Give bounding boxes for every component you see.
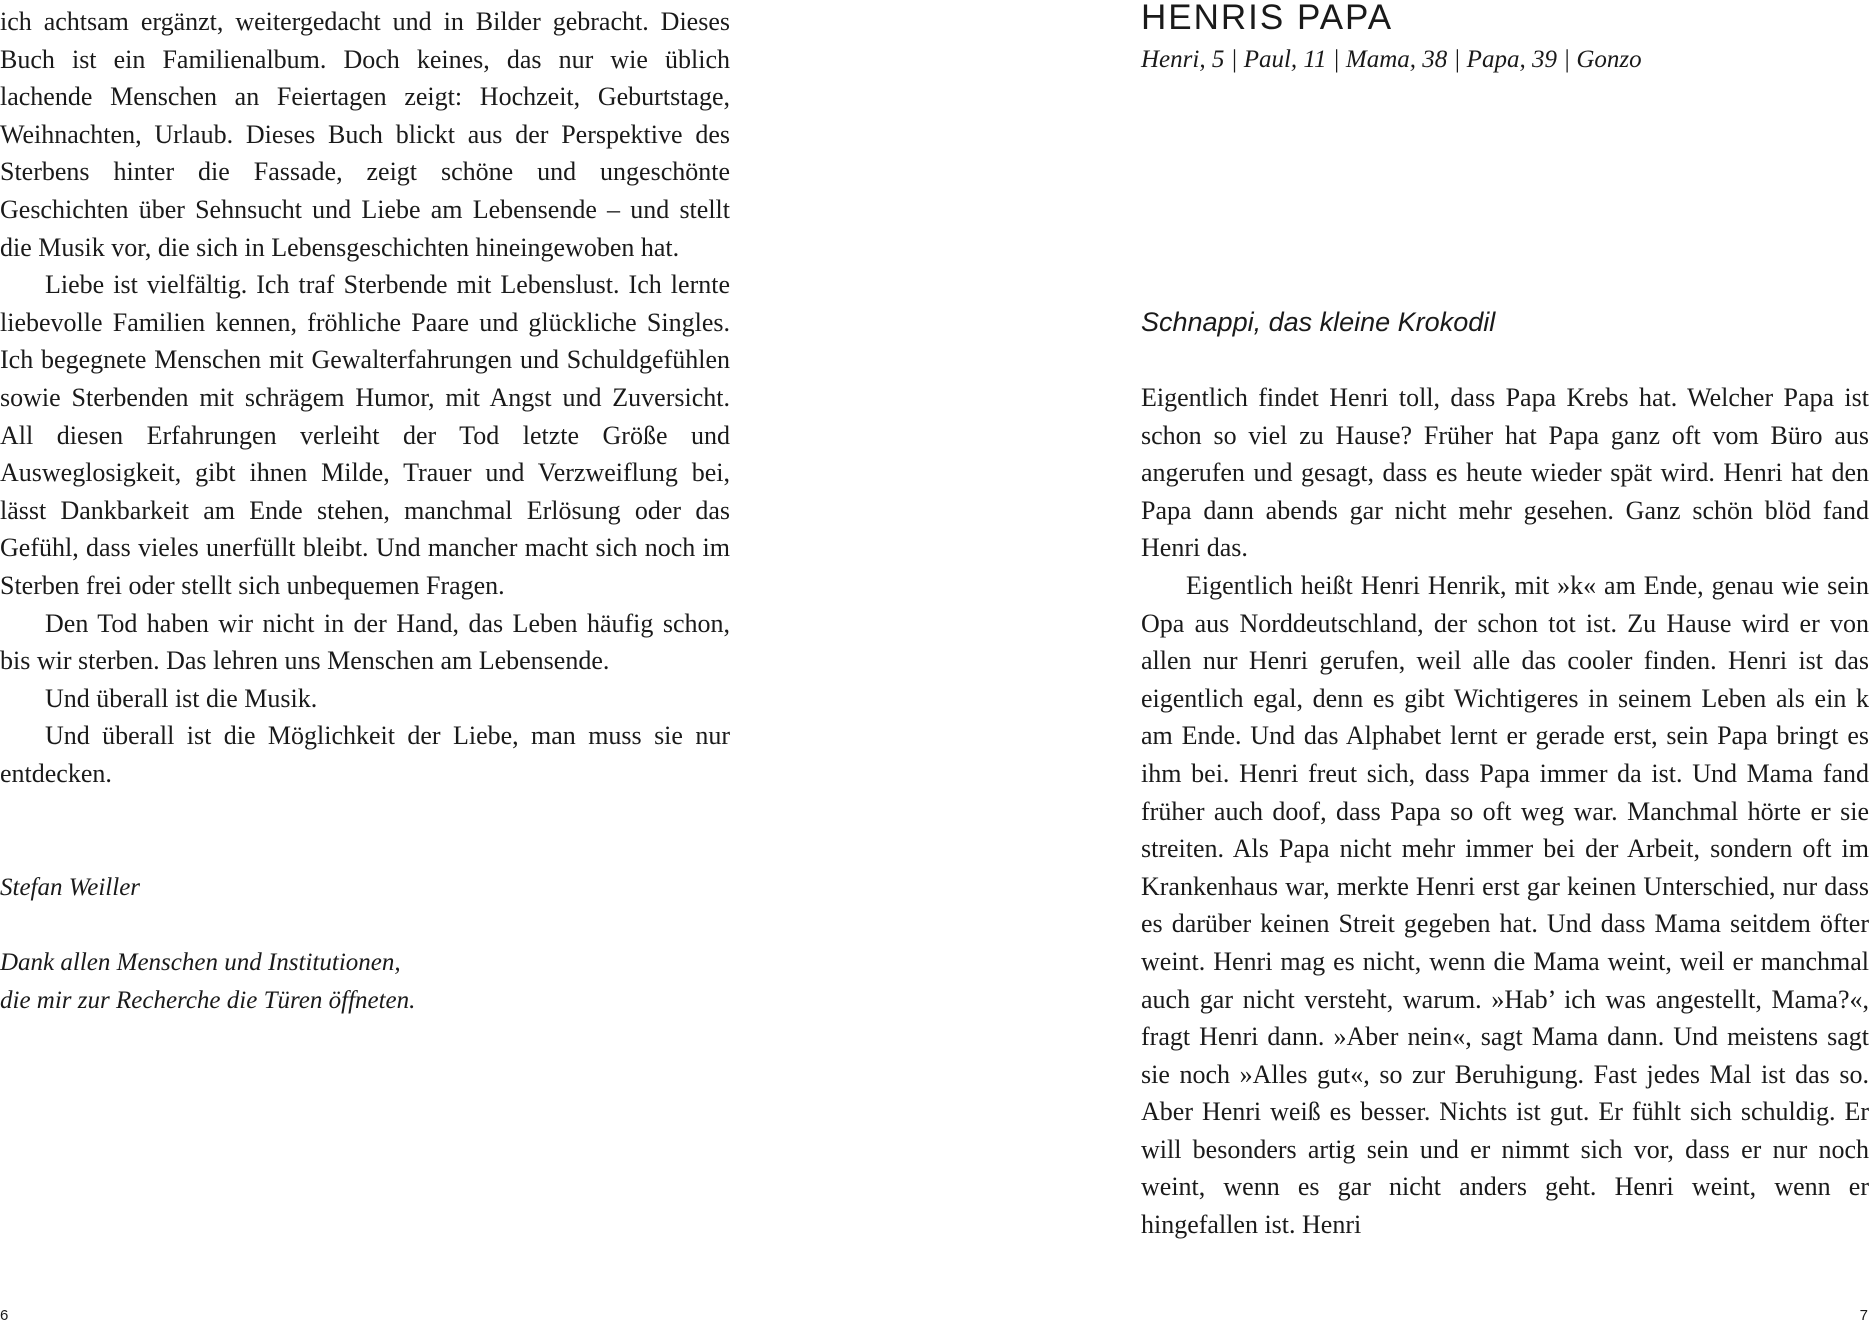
acknowledgement (0, 944, 415, 1019)
left-paragraph-3: Den Tod haben wir nicht in der Hand, das Leben häufig schon, bis wir sterben. Das lehren uns Menschen am Lebensende. (0, 608, 730, 676)
right-page (1141, 0, 1872, 1328)
left-paragraph-2: Liebe ist vielfältig. Ich traf Sterbende mit Lebenslust. Ich lernte liebevolle Familien kennen, fröhliche Paare und glückliche Singles. Ich begegnete Menschen mit Gewalterfahrungen und Schuldgefühlen sowie Sterbenden mit schrägem Humor, mit Angst und Zuversicht. All diesen Erfahrungen verleiht der Tod letzte Größe und Ausweglosigkeit, gibt ihnen Milde, Trauer und Verzweiflung bei, lässt Dankbarkeit am Ende stehen, manchmal Erlösung oder das Gefühl, dass vieles unerfüllt bleibt. Und mancher macht sich noch im Sterben frei oder stellt sich unbequemen Fragen. (0, 270, 730, 600)
left-paragraph-4: Und überall ist die Musik. (45, 683, 318, 713)
right-body-text (1141, 379, 1869, 1244)
left-page (0, 0, 740, 1328)
author-signature: Stefan Weiller (0, 874, 141, 901)
page-number-left: 6 (0, 1307, 9, 1324)
right-paragraph-1: Eigentlich findet Henri toll, dass Papa Krebs hat. Welcher Papa ist schon so viel zu Hause? Früher hat Papa ganz oft vom Büro aus angerufen und gesagt, dass es heute wieder spät wird. Henri hat den Papa dann abends gar nicht mehr gesehen. Ganz schön blöd fand Henri das. (1141, 383, 1869, 563)
character-list: Henri, 5 | Paul, 11 | Mama, 38 | Papa, 39 | Gonzo (1141, 46, 1642, 73)
section-title: Schnappi, das kleine Krokodil (1141, 307, 1496, 337)
left-body-text (0, 3, 730, 792)
acknowledgement-line-2: die mir zur Recherche die Türen öffneten. (0, 986, 416, 1014)
left-paragraph-5: Und überall ist die Möglichkeit der Liebe, man muss sie nur entdecken. (0, 721, 730, 788)
left-paragraph-1: ich achtsam ergänzt, weitergedacht und in Bilder gebracht. Dieses Buch ist ein Familienalbum. Doch keines, das nur wie üblich lachende Menschen an Feiertagen zeigt: Hochzeit, Geburtstage, Weihnachten, Urlaub. Dieses Buch blickt aus der Perspektive des Sterbens hinter die Fassade, zeigt schöne und ungeschönte Geschichten über Sehnsucht und Liebe am Lebensende – und stellt die Musik vor, die sich in Lebensgeschichten hineingewoben hat. (0, 7, 730, 262)
right-paragraph-2: Eigentlich heißt Henri Henrik, mit »k« am Ende, genau wie sein Opa aus Norddeutschland, der schon tot ist. Zu Hause wird er von allen nur Henri gerufen, weil alle das cooler finden. Henri ist das eigentlich egal, denn es gibt Wichtigeres in seinem Leben als ein k am Ende. Und das Alphabet lernt er gerade erst, sein Papa bringt es ihm bei. Henri freut sich, dass Papa immer da ist. Und Mama fand früher auch doof, dass Papa so oft weg war. Manchmal hörte er sie streiten. Als Papa nicht mehr immer bei der Arbeit, sondern oft im Krankenhaus war, merkte Henri erst gar keinen Unterschied, nur dass es darüber keinen Streit gegeben hat. Und dass Mama seitdem öfter weint. Henri mag es nicht, wenn die Mama weint, weil er manchmal auch gar nicht versteht, warum. »Hab’ ich was angestellt, Mama?«, fragt Henri dann. »Aber nein«, sagt Mama dann. Und meistens sagt sie noch »Alles gut«, so zur Beruhigung. Fast jedes Mal ist das so. Aber Henri weiß es besser. Nichts ist gut. Er fühlt sich schuldig. Er will besonders artig sein und er nimmt sich vor, dass er nur noch weint, wenn es gar nicht anders geht. Henri weint, wenn er hingefallen ist. Henri (1141, 570, 1869, 1240)
acknowledgement-line-1: Dank allen Menschen und Institutionen, (0, 949, 401, 976)
page-number-right: 7 (1859, 1307, 1868, 1324)
chapter-title: HENRIS PAPA (1141, 0, 1394, 37)
